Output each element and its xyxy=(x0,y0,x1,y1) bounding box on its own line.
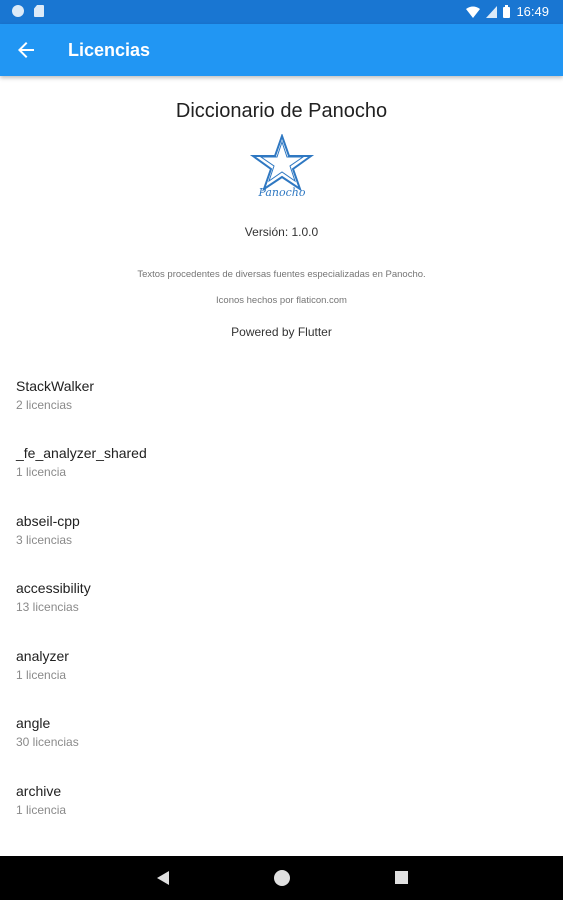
notification-icons xyxy=(12,5,44,17)
signal-icon xyxy=(486,6,497,18)
package-name: _fe_analyzer_shared xyxy=(16,445,147,461)
nav-home-circle-icon[interactable] xyxy=(274,870,290,886)
app-name: Diccionario de Panocho xyxy=(175,100,388,122)
app-logo-star-icon xyxy=(245,134,319,200)
list-item-archive[interactable] xyxy=(0,773,563,833)
license-count: 3 licencias xyxy=(16,533,73,547)
sd-card-icon xyxy=(34,5,44,17)
license-count: 2 licencias xyxy=(16,398,73,412)
package-name: analyzer xyxy=(16,648,69,664)
list-item-analyzer[interactable] xyxy=(0,638,563,698)
back-arrow-icon[interactable] xyxy=(14,38,38,62)
license-count: 1 licencia xyxy=(16,465,67,479)
license-count: 13 licencias xyxy=(16,600,79,614)
nav-back-triangle-icon[interactable] xyxy=(155,870,171,886)
list-item-angle[interactable] xyxy=(0,705,563,765)
package-name: StackWalker xyxy=(16,378,95,394)
status-bar xyxy=(0,0,563,24)
license-count: 1 licencia xyxy=(16,668,67,682)
powered-by-flutter: Powered by Flutter xyxy=(231,325,332,339)
status-indicators xyxy=(466,4,549,19)
status-time: 16:49 xyxy=(516,4,549,19)
package-name: abseil-cpp xyxy=(16,513,80,529)
nav-recents-square-icon[interactable] xyxy=(395,871,408,884)
version-label: Versión: 1.0.0 xyxy=(244,225,319,239)
list-item-fe-analyzer-shared[interactable] xyxy=(0,435,563,495)
package-name: archive xyxy=(16,783,62,799)
license-count: 30 licencias xyxy=(16,735,79,749)
logo-text: Panocho xyxy=(258,186,306,199)
system-nav-bar xyxy=(0,856,563,900)
list-item-accessibility[interactable] xyxy=(0,570,563,630)
page-title: Licencias xyxy=(68,40,151,60)
battery-icon xyxy=(503,5,510,18)
legalese-icons: Iconos hechos por flaticon.com xyxy=(216,295,347,306)
app-bar xyxy=(0,24,563,76)
package-name: angle xyxy=(16,715,51,731)
legalese-sources: Textos procedentes de diversas fuentes especializadas en Panocho. xyxy=(137,269,426,280)
package-name: accessibility xyxy=(16,580,91,596)
notification-dot-icon xyxy=(12,5,24,17)
wifi-icon xyxy=(466,6,480,18)
license-count: 1 licencia xyxy=(16,803,67,817)
list-item-stackwalker[interactable] xyxy=(0,368,563,428)
list-item-abseil-cpp[interactable] xyxy=(0,503,563,563)
